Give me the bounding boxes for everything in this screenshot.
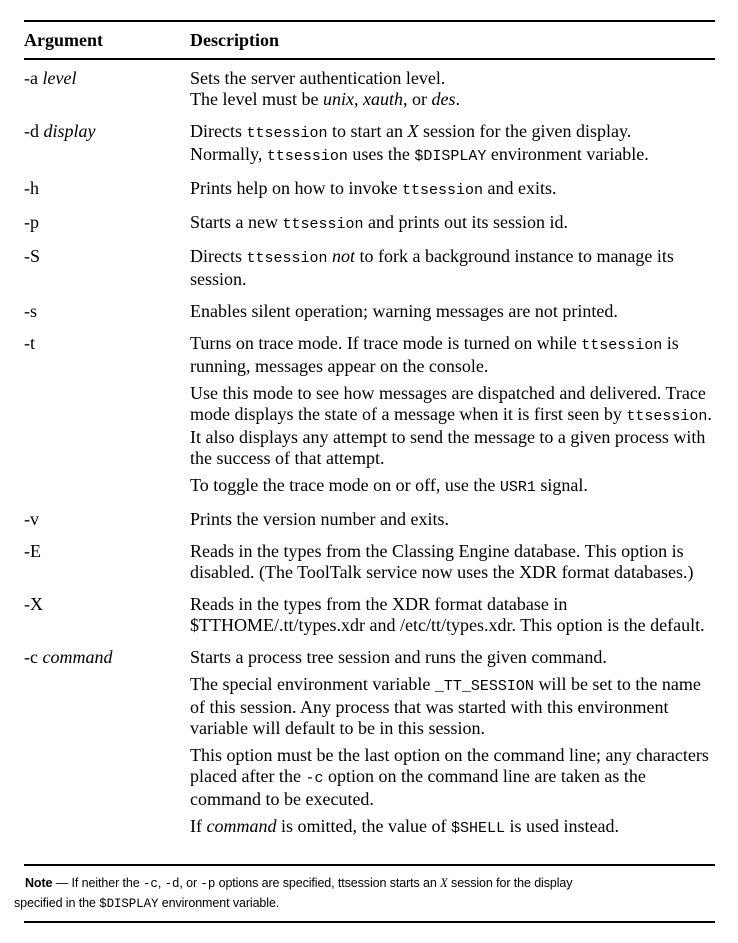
text-segment: , (157, 876, 165, 890)
text-segment: to fork a background instance to manage its session. (190, 246, 674, 289)
text-segment: Normally, (190, 144, 267, 164)
text-segment: Use this mode to see how messages are dispatched and delivered. Trace mode displays the state of a message when it is first seen by (190, 383, 706, 424)
table-row (24, 121, 715, 167)
text-segment: Enables silent operation; warning messages are not printed. (190, 301, 618, 321)
text-segment: specified in the (14, 896, 100, 910)
bold-text: Note (25, 876, 53, 890)
text-segment: Directs (190, 246, 247, 266)
italic-text: X (407, 121, 419, 141)
text-segment: Starts a process tree session and runs the given command. (190, 647, 607, 667)
italic-text: display (43, 121, 96, 141)
description-paragraph (190, 212, 715, 235)
arguments-table (24, 20, 715, 839)
description-paragraph (190, 674, 715, 739)
italic-text: des (431, 89, 456, 109)
text-segment: uses the (347, 144, 415, 164)
code-text: ttsession (246, 125, 328, 142)
text-segment: The special environment variable (190, 674, 435, 694)
table-row (24, 68, 715, 110)
table-row (24, 647, 715, 839)
code-text: ttsession (402, 182, 484, 199)
text-segment: Reads in the types from the XDR format database in $TTHOME/.tt/types.xdr and /etc/tt/types.xdr. This option is the default. (190, 594, 705, 635)
text-segment: is omitted, the value of (276, 816, 451, 836)
argument-cell (24, 333, 190, 498)
code-text: ttsession (246, 250, 328, 267)
text-segment: options are specified, ttsession starts an (215, 876, 441, 890)
text-segment: is used instead. (504, 816, 619, 836)
note-section (0, 864, 738, 943)
text-segment: -d (24, 121, 44, 141)
argument-cell (24, 68, 190, 110)
text-segment: The level must be (190, 89, 323, 109)
description-paragraph (190, 301, 715, 322)
code-text: ttsession (266, 148, 348, 165)
text-segment: — If neither the (52, 876, 143, 890)
note-bottom-rule (24, 921, 715, 923)
code-text: -p (200, 877, 216, 891)
table-row (24, 246, 715, 290)
italic-text: not (332, 246, 356, 266)
code-text: ttsession (581, 337, 663, 354)
italic-text: level (42, 68, 77, 88)
text-segment: will be set to the name of this session. Any process that was started with this environment variable will default to be in this session. (190, 674, 701, 738)
argument-cell (24, 301, 190, 322)
description-paragraph (190, 475, 715, 498)
text-segment: signal. (535, 475, 588, 495)
text-segment: -X (24, 594, 43, 614)
italic-text: X (440, 876, 448, 890)
text-segment: session for the display (447, 876, 573, 890)
table-header (24, 22, 715, 60)
text-segment: and exits. (483, 178, 557, 198)
text-segment: To toggle the trace mode on or off, use the (190, 475, 500, 495)
text-segment: -t (24, 333, 35, 353)
text-segment: Starts a new (190, 212, 283, 232)
table-row (24, 541, 715, 583)
code-text: ttsession (626, 408, 708, 425)
description-cell (190, 509, 715, 530)
text-segment: Prints help on how to invoke (190, 178, 402, 198)
description-cell (190, 68, 715, 110)
text-segment: , or (402, 89, 432, 109)
description-paragraph (190, 647, 715, 668)
description-paragraph (190, 68, 715, 110)
code-text: ttsession (282, 216, 364, 233)
description-paragraph (190, 594, 715, 636)
text-segment: session for the given display. (418, 121, 632, 141)
table-row (24, 178, 715, 201)
text-segment: and prints out its session id. (363, 212, 569, 232)
description-cell (190, 246, 715, 290)
italic-text: command (206, 816, 277, 836)
description-paragraph (190, 816, 715, 839)
text-segment: , or (179, 876, 201, 890)
text-segment: Sets the server authentication level. (190, 68, 446, 88)
italic-text: unix (322, 89, 354, 109)
code-text: -c (143, 877, 158, 891)
table-row (24, 594, 715, 636)
description-paragraph (190, 178, 715, 201)
description-cell (190, 333, 715, 498)
text-segment: option on the command line are taken as the command to be executed. (190, 766, 646, 809)
description-cell (190, 594, 715, 636)
description-paragraph (190, 246, 715, 290)
table-row (24, 509, 715, 530)
text-segment: This option must be the last option on the command line; any characters placed after the (190, 745, 709, 786)
note-text (14, 874, 715, 914)
column-header-description: Description (190, 30, 279, 50)
description-paragraph (190, 745, 715, 810)
text-segment: . It also displays any attempt to send the message to a given process with the success of that attempt. (190, 404, 712, 468)
code-text: -d (164, 877, 180, 891)
code-text: USR1 (499, 479, 536, 496)
text-segment: Turns on trace mode. If trace mode is turned on while (190, 333, 582, 353)
text-segment: Reads in the types from the Classing Engine database. This option is disabled. (The ToolTalk service now uses the XDR format databases.) (190, 541, 694, 582)
text-segment: -E (24, 541, 41, 561)
table-row (24, 333, 715, 498)
text-segment: -v (24, 509, 39, 529)
description-paragraph (190, 509, 715, 530)
text-segment: , (353, 89, 363, 109)
argument-cell (24, 246, 190, 290)
code-text: -c (305, 770, 324, 787)
description-cell (190, 178, 715, 201)
table-row (24, 301, 715, 322)
italic-text: command (42, 647, 113, 667)
argument-cell (24, 594, 190, 636)
text-segment: Directs (190, 121, 247, 141)
text-segment: -c (24, 647, 43, 667)
italic-text: xauth (362, 89, 403, 109)
table-body (24, 68, 715, 839)
description-cell (190, 647, 715, 839)
description-cell (190, 121, 715, 167)
argument-cell (24, 212, 190, 235)
argument-cell (24, 121, 190, 167)
text-segment: . (455, 89, 460, 109)
text-segment: -p (24, 212, 39, 232)
code-text: $SHELL (450, 820, 505, 837)
description-paragraph (190, 383, 715, 469)
text-segment: Prints the version number and exits. (190, 509, 449, 529)
description-paragraph (190, 541, 715, 583)
argument-cell (24, 541, 190, 583)
description-paragraph (190, 121, 715, 167)
table-row (24, 212, 715, 235)
column-header-argument: Argument (24, 30, 103, 50)
text-segment: environment variable. (158, 896, 280, 910)
text-segment: -a (24, 68, 43, 88)
code-text: $DISPLAY (414, 148, 487, 165)
text-segment: -s (24, 301, 37, 321)
argument-cell (24, 178, 190, 201)
code-text: _TT_SESSION (434, 678, 534, 695)
description-paragraph (190, 333, 715, 377)
argument-cell (24, 647, 190, 839)
description-cell (190, 301, 715, 322)
code-text: $DISPLAY (99, 897, 159, 911)
text-segment: environment variable. (486, 144, 649, 164)
description-cell (190, 541, 715, 583)
description-cell (190, 212, 715, 235)
text-segment: -h (24, 178, 39, 198)
text-segment: is running, messages appear on the console. (190, 333, 679, 376)
text-segment: If (190, 816, 207, 836)
argument-cell (24, 509, 190, 530)
note-top-rule (24, 864, 715, 866)
text-segment: to start an (327, 121, 408, 141)
text-segment: -S (24, 246, 41, 266)
